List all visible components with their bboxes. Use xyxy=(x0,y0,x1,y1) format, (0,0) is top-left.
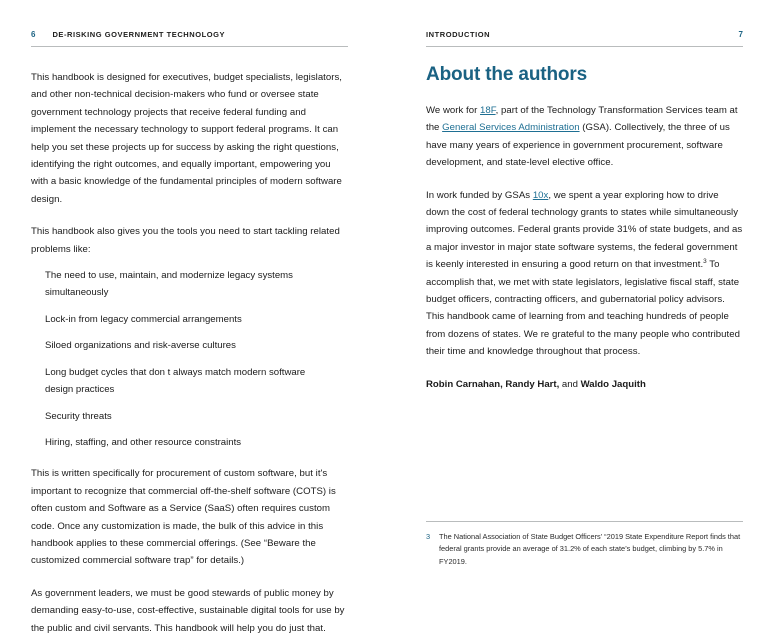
authors-p1-text-3: (GSA). Collectively, the three of us have many years of experience in government procurement, software development, and state-level elective office. xyxy=(426,122,730,169)
footnote-row xyxy=(426,531,743,568)
authors-p1-text-1: We work for xyxy=(426,105,481,116)
left-body-column xyxy=(31,47,348,637)
page-title: About the authors xyxy=(426,64,588,85)
authors-paragraph-2 xyxy=(426,187,743,361)
right-running-head-title: INTRODUCTION xyxy=(426,30,491,39)
right-body-column xyxy=(426,64,743,393)
list-item: Security threats xyxy=(45,410,112,422)
list-item: Long budget cycles that don t always match modern software design practices xyxy=(45,366,306,396)
intro-paragraph-4: As government leaders, we must be good stewards of public money by demanding easy-to-use, cost-effective, sustainable digital tools for use by the public and civil servants. This handbook will help you do just that. xyxy=(31,587,345,634)
link-18f[interactable]: 18F xyxy=(480,105,496,116)
footnote-number: 3 xyxy=(426,531,431,541)
authors-p2-text-1: In work funded by GSAs xyxy=(426,189,533,201)
list-item: The need to use, maintain, and modernize legacy systems simultaneously xyxy=(45,270,293,299)
list-item: Lock-in from legacy commercial arrangements xyxy=(45,313,242,325)
list-item: Siloed organizations and risk-averse cultures xyxy=(45,340,236,352)
left-running-head xyxy=(31,30,348,47)
footnote-reference-3[interactable]: 3 xyxy=(703,258,707,266)
byline-connector: and xyxy=(559,378,581,390)
authors-paragraph-1 xyxy=(426,102,743,172)
footnote-block xyxy=(426,521,743,568)
link-general-services-administration[interactable]: General Services Administration xyxy=(442,122,580,134)
footnote-text: The National Association of State Budget Officers’ “2019 State Expenditure Report finds that federal grants provide an average of 31.2% of each state’s budget, climbing by 5.7% in FY2019. xyxy=(439,531,741,566)
intro-paragraph-3: This is written specifically for procurement of custom software, but it's important to recognize that commercial off-the-shelf software (COTS) is often custom and Software as a Service (SaaS) often requires custom code. Once any customization is made, the bulk of this advice in this handbook applies to these commercial offerings. (See “Beware the customized commercial software trap” for details.) xyxy=(31,468,336,567)
left-running-head-title: DE-RISKING GOVERNMENT TECHNOLOGY xyxy=(52,30,226,39)
right-page-number: 7 xyxy=(738,30,743,39)
author-names-primary: Robin Carnahan, Randy Hart, xyxy=(426,378,560,390)
list-item: Hiring, staffing, and other resource constraints xyxy=(45,436,242,448)
authors-p1-text-2: , part of the Technology Transformation Services team at the xyxy=(426,105,738,134)
authors-p2-text-3: To accomplish that, we met with state legislators, legislative fiscal staff, state budget officers, contracting officers, and gubernatorial policy advisors. This handbook came of learning from and teaching hundreds of people from dozens of states. We re grateful to the many people who contributed their time and knowledge throughout that process. xyxy=(426,259,740,358)
related-problems-list xyxy=(31,267,348,451)
right-page xyxy=(388,0,776,600)
author-byline xyxy=(426,376,743,393)
link-10x[interactable]: 10x xyxy=(532,189,549,201)
left-page xyxy=(0,0,388,634)
left-page-number: 6 xyxy=(31,30,36,39)
intro-paragraph-2: This handbook also gives you the tools you need to start tackling related problems like: xyxy=(31,226,340,255)
intro-paragraph-1: This handbook is designed for executives, budget specialists, legislators, and other non-technical decision-makers who fund or oversee state government technology projects that receive federal funding and implement the necessary technology to support federal programs. It can help you set these projects up for success by asking the right questions, identifying the right outcomes, and equally important, empowering you with a basic knowledge of the fundamental principles of modern software design. xyxy=(31,72,342,205)
authors-p2-text-2: , we spent a year exploring how to drive down the cost of federal technology grants to states while simultaneously improving outcomes. Federal grants provide 31% of state budgets, and as a major investor in major state software systems, the federal government is keenly interested in ensuring a good return on that investment. xyxy=(426,189,743,271)
author-name-last: Waldo Jaquith xyxy=(580,378,646,390)
right-running-head xyxy=(426,30,743,47)
